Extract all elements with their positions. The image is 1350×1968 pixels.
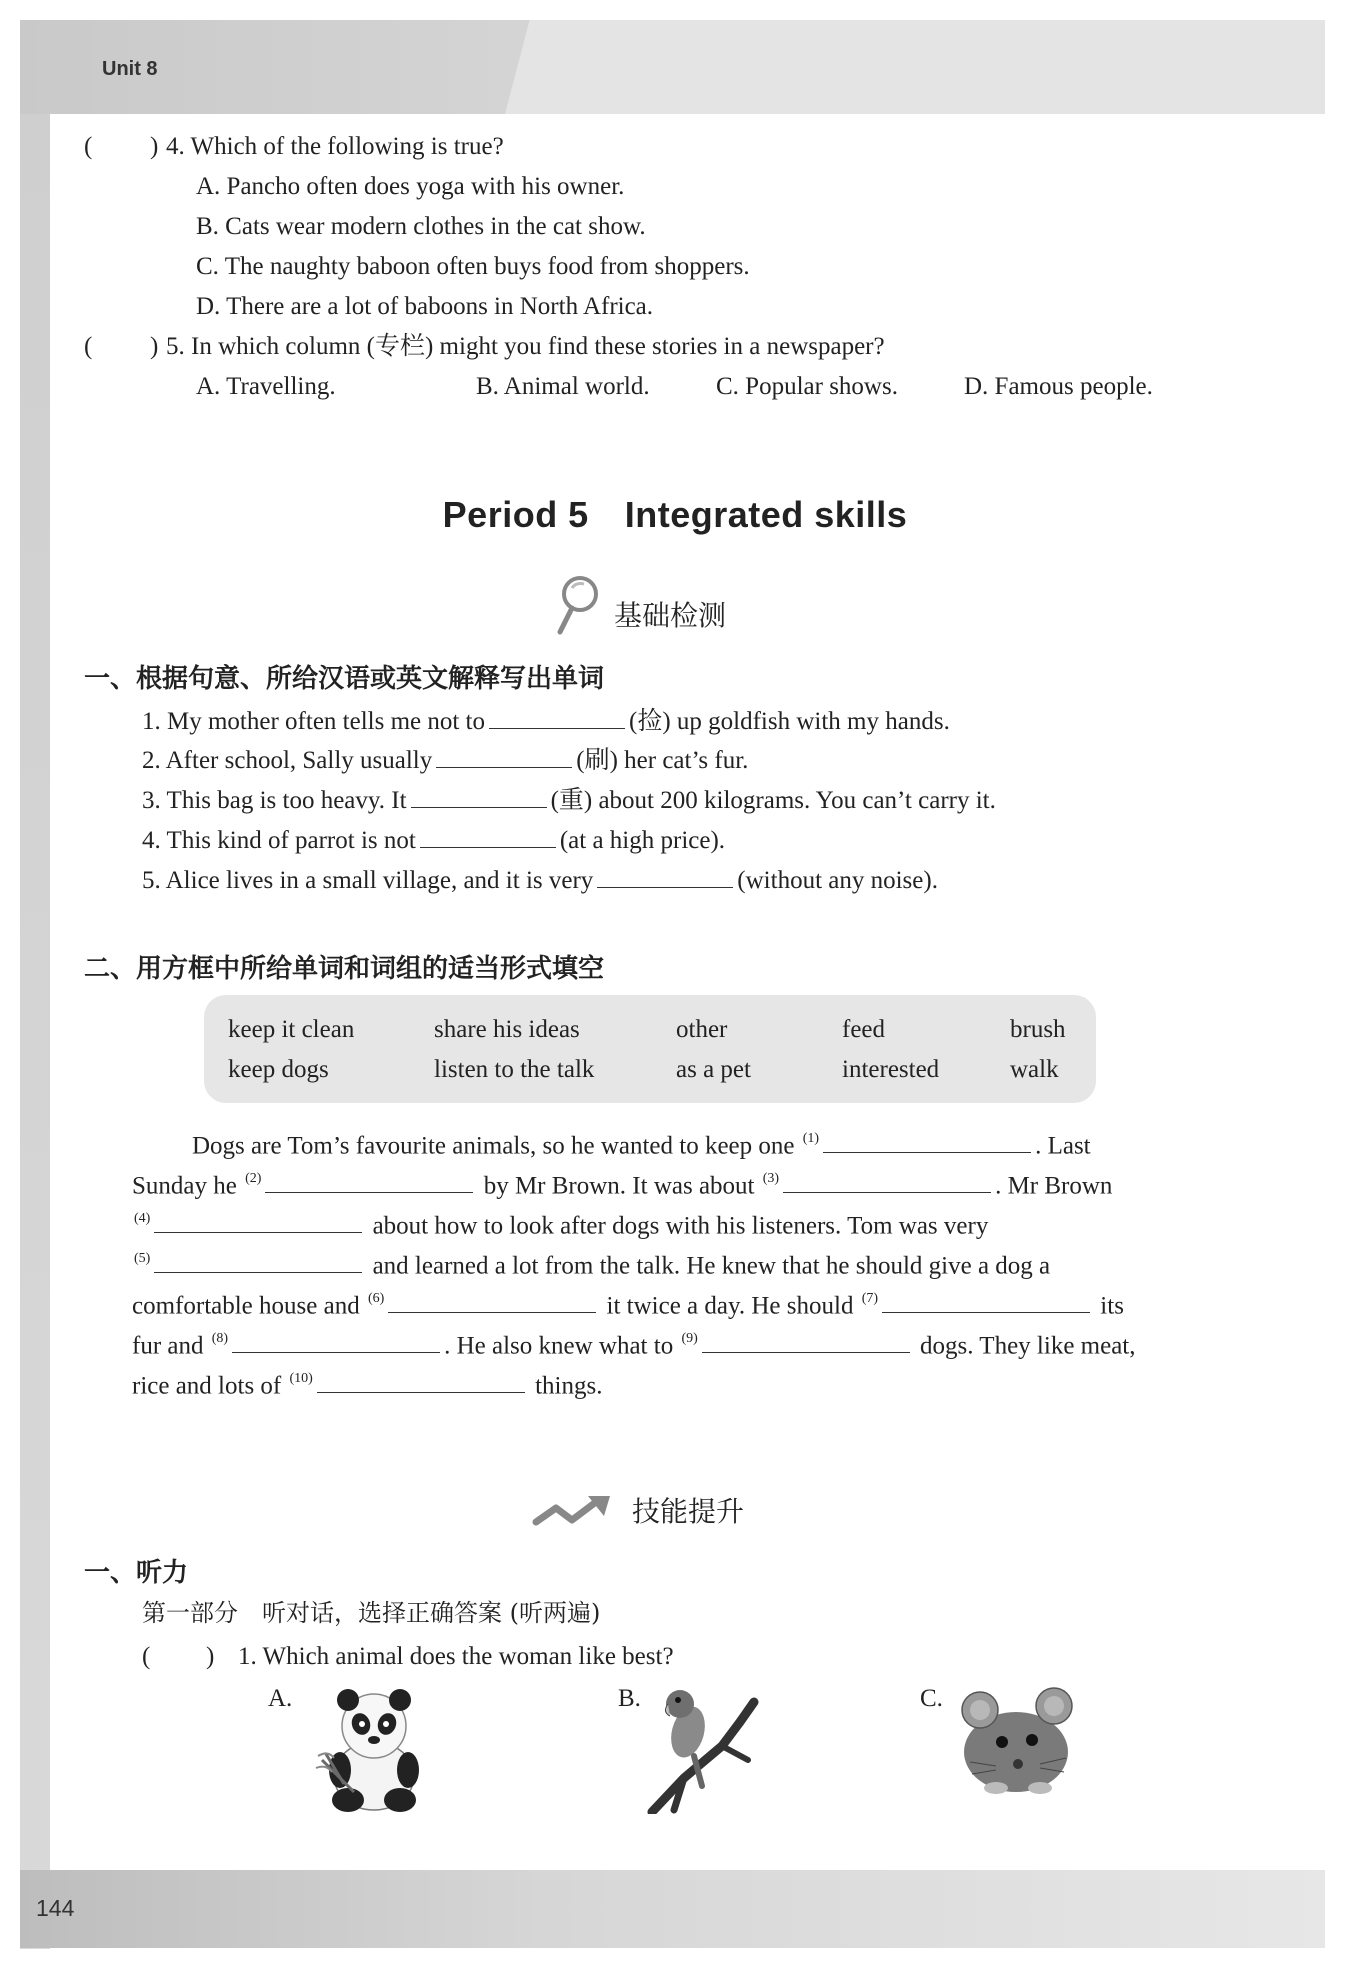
item-text: (捡) up goldfish with my hands. bbox=[629, 708, 950, 735]
answer-blank[interactable] bbox=[597, 865, 733, 888]
header-band-light bbox=[505, 20, 1325, 114]
word-box-item: keep dogs bbox=[228, 1056, 329, 1083]
answer-blank[interactable] bbox=[265, 1170, 473, 1193]
question-5-stem: 5. In which column (专栏) might you find these stories in a newspaper? bbox=[166, 333, 885, 360]
part1-item-2 bbox=[142, 745, 748, 776]
answer-blank[interactable] bbox=[882, 1290, 1090, 1313]
blank-number: (7) bbox=[861, 1291, 879, 1306]
answer-bracket-open: ( bbox=[84, 133, 93, 160]
passage-text: by Mr Brown. It was about bbox=[483, 1172, 755, 1200]
passage-text: its bbox=[1100, 1292, 1124, 1320]
word-box-item: keep it clean bbox=[228, 1016, 355, 1043]
panda-picture[interactable] bbox=[314, 1684, 434, 1814]
period-label: Period 5 bbox=[442, 494, 589, 535]
answer-blank[interactable] bbox=[436, 745, 572, 768]
answer-blank[interactable] bbox=[317, 1370, 525, 1393]
passage-text: comfortable house and bbox=[132, 1292, 360, 1320]
trend-up-icon bbox=[532, 1492, 616, 1532]
word-box-item: walk bbox=[1010, 1056, 1059, 1083]
listening-question-1: 1. Which animal does the woman like best? bbox=[238, 1643, 674, 1670]
blank-number: (8) bbox=[211, 1331, 229, 1346]
page-number: 144 bbox=[36, 1895, 75, 1921]
answer-blank[interactable] bbox=[702, 1330, 910, 1353]
passage-line-5 bbox=[132, 1286, 1124, 1321]
passage-text: dogs. They like meat, bbox=[920, 1332, 1136, 1360]
part1-item-5 bbox=[142, 865, 938, 896]
part2-heading: 二、用方框中所给单词和词组的适当形式填空 bbox=[84, 954, 605, 984]
mouse-picture[interactable] bbox=[956, 1684, 1080, 1800]
passage-text: Sunday he bbox=[132, 1172, 237, 1200]
item-text: (刷) her cat’s fur. bbox=[576, 747, 749, 774]
item-text: (重) about 200 kilograms. You can’t carry it. bbox=[550, 787, 996, 814]
question-4-option-b: B. Cats wear modern clothes in the cat show. bbox=[196, 213, 646, 240]
passage-line-6 bbox=[132, 1326, 1136, 1361]
answer-blank[interactable] bbox=[232, 1330, 440, 1353]
passage-text: and learned a lot from the talk. He knew that he should give a dog a bbox=[372, 1252, 1051, 1280]
passage-text: things. bbox=[535, 1372, 603, 1400]
question-4-option-d: D. There are a lot of baboons in North Africa. bbox=[196, 293, 654, 320]
answer-blank[interactable] bbox=[420, 825, 556, 848]
period-name: Integrated skills bbox=[624, 494, 908, 535]
question-5-option-d: D. Famous people. bbox=[964, 373, 1153, 400]
answer-bracket-close: ) bbox=[206, 1643, 215, 1670]
listening-part-1: 第一部分 听对话，选择正确答案 (听两遍) bbox=[142, 1599, 601, 1627]
blank-number: (3) bbox=[762, 1171, 780, 1186]
passage-text: rice and lots of bbox=[132, 1372, 282, 1400]
question-4-stem: 4. Which of the following is true? bbox=[166, 133, 504, 160]
answer-bracket-open: ( bbox=[84, 333, 93, 360]
choice-a-label: A. bbox=[268, 1685, 293, 1712]
answer-blank[interactable] bbox=[823, 1130, 1031, 1153]
part1-heading: 一、根据句意、所给汉语或英文解释写出单词 bbox=[84, 664, 605, 694]
left-margin-strip bbox=[20, 114, 50, 1949]
unit-label: Unit 8 bbox=[102, 58, 158, 80]
answer-bracket-close: ) bbox=[150, 133, 159, 160]
passage-text: . He also knew what to bbox=[444, 1332, 674, 1360]
item-text: (at a high price). bbox=[559, 827, 726, 854]
answer-blank[interactable] bbox=[154, 1250, 362, 1273]
word-box-item: interested bbox=[842, 1056, 940, 1083]
passage-line-7 bbox=[132, 1366, 602, 1401]
footer-band bbox=[20, 1870, 1325, 1948]
question-5-option-a: A. Travelling. bbox=[196, 373, 336, 400]
passage-text: it twice a day. He should bbox=[606, 1292, 854, 1320]
question-5-option-b: B. Animal world. bbox=[476, 373, 650, 400]
part1-item-1 bbox=[142, 706, 950, 737]
passage-text: about how to look after dogs with his listeners. Tom was very bbox=[372, 1212, 989, 1240]
answer-bracket-open: ( bbox=[142, 1643, 151, 1670]
blank-number: (1) bbox=[802, 1131, 820, 1146]
choice-b-label: B. bbox=[618, 1685, 641, 1712]
blank-number: (5) bbox=[134, 1251, 151, 1266]
answer-blank[interactable] bbox=[388, 1290, 596, 1313]
question-5-option-c: C. Popular shows. bbox=[716, 373, 898, 400]
word-box-item: other bbox=[676, 1016, 728, 1043]
blank-number: (10) bbox=[289, 1371, 313, 1386]
section-skills-heading: 技能提升 bbox=[632, 1495, 745, 1528]
word-box-item: as a pet bbox=[676, 1056, 751, 1083]
item-text: 2. After school, Sally usually bbox=[142, 747, 433, 774]
passage-text: fur and bbox=[132, 1332, 204, 1360]
blank-number: (4) bbox=[134, 1211, 151, 1226]
word-box-item: listen to the talk bbox=[434, 1056, 595, 1083]
answer-blank[interactable] bbox=[154, 1210, 362, 1233]
part1-item-3 bbox=[142, 785, 996, 816]
word-box bbox=[204, 995, 1096, 1103]
answer-blank[interactable] bbox=[489, 706, 625, 729]
item-text: 5. Alice lives in a small village, and it is very bbox=[142, 867, 594, 894]
item-text: 3. This bag is too heavy. It bbox=[142, 787, 407, 814]
word-box-item: brush bbox=[1010, 1016, 1066, 1043]
question-4-option-c: C. The naughty baboon often buys food from shoppers. bbox=[196, 253, 750, 280]
blank-number: (6) bbox=[367, 1291, 385, 1306]
answer-blank[interactable] bbox=[411, 785, 547, 808]
passage-line-4 bbox=[132, 1246, 1050, 1281]
answer-blank[interactable] bbox=[783, 1170, 991, 1193]
item-text: 4. This kind of parrot is not bbox=[142, 827, 416, 854]
passage-line-2 bbox=[132, 1166, 1112, 1201]
word-box-item: feed bbox=[842, 1016, 886, 1043]
question-4-option-a: A. Pancho often does yoga with his owner. bbox=[196, 173, 625, 200]
choice-c-label: C. bbox=[920, 1685, 943, 1712]
item-text: 1. My mother often tells me not to bbox=[142, 708, 486, 735]
part1-item-4 bbox=[142, 825, 725, 856]
period-title bbox=[0, 494, 1350, 536]
passage-line-1 bbox=[192, 1126, 1091, 1161]
passage-text: . Mr Brown bbox=[995, 1172, 1113, 1200]
parrot-picture[interactable] bbox=[644, 1682, 764, 1814]
listening-heading: 一、听力 bbox=[84, 1558, 189, 1588]
passage-text: Dogs are Tom’s favourite animals, so he wanted to keep one bbox=[192, 1132, 795, 1160]
answer-bracket-close: ) bbox=[150, 333, 159, 360]
blank-number: (2) bbox=[245, 1171, 262, 1186]
word-box-item: share his ideas bbox=[434, 1016, 580, 1043]
item-text: (without any noise). bbox=[737, 867, 938, 894]
passage-text: . Last bbox=[1035, 1132, 1091, 1160]
passage-line-3 bbox=[132, 1206, 988, 1241]
section-basic-heading: 基础检测 bbox=[614, 599, 727, 632]
blank-number: (9) bbox=[681, 1331, 698, 1346]
magnifier-icon bbox=[552, 574, 600, 636]
